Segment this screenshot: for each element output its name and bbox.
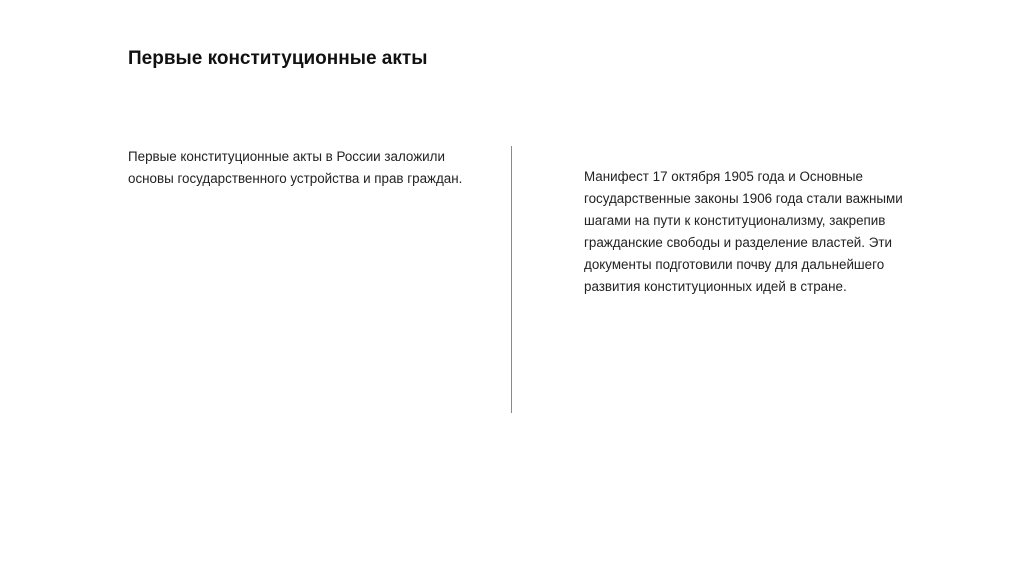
left-column-text: Первые конституционные акты в России заложили основы государственного устройства и прав граждан. <box>128 149 463 186</box>
column-divider <box>511 146 512 413</box>
slide-title: Первые конституционные акты <box>128 48 428 69</box>
right-column-text: Манифест 17 октября 1905 года и Основные государственные законы 1906 года стали важными шагами на пути к конституционализму, закрепив гражданские свободы и разделение властей. Эти документы подготовили почву для дальнейшего развития конституционных идей в стране. <box>584 169 903 294</box>
